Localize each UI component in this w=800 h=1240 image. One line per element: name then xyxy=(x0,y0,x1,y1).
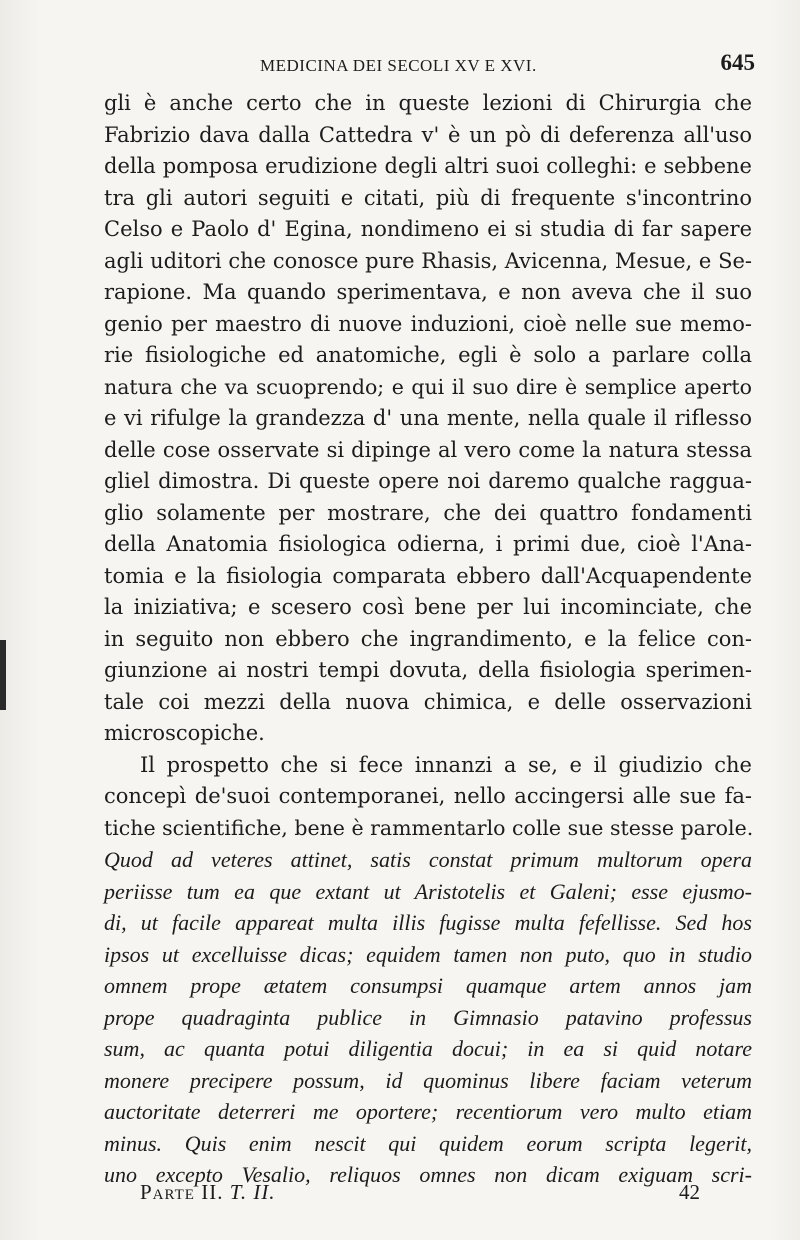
text-line: tale coi mezzi della nuova chimica, e delle osservazioni xyxy=(104,689,752,714)
running-title: MEDICINA DEI SECOLI XV E XVI. xyxy=(260,56,537,75)
volume-label: T. II. xyxy=(229,1180,276,1204)
text-line: la iniziativa; e scesero così bene per lui incominciate, che xyxy=(104,595,752,619)
text-line: Il prospetto che si fece innanzi a se, e il giudizio che xyxy=(140,752,752,777)
text-line: uno excepto Vesalio, reliquos omnes non dicam exiguam scri- xyxy=(104,1162,752,1187)
text-line: rie fisiologiche ed anatomiche, egli è solo a parlare colla xyxy=(104,343,752,367)
text-line: tiche scientifiche, bene è rammentarlo colle sue stesse parole. xyxy=(104,815,754,840)
text-line: ipsos ut excelluisse dicas; equidem tamen non puto, quo in studio xyxy=(104,941,752,967)
text-line: genio per maestro di nuove induzioni, cioè nelle sue memo- xyxy=(104,311,752,336)
text-line: gliel dimostra. Di queste opere noi daremo qualche ragguа- xyxy=(104,469,752,493)
text-line: omnem prope ætatem consumpsi quamque artem annos jam xyxy=(104,973,752,998)
text-line: delle cose osservate si dipinge al vero come la natura stessa xyxy=(104,437,752,462)
text-line: periisse tum ea que extant ut Aristotelis et Galeni; esse ejusmo- xyxy=(104,878,752,904)
text-line: della Anatomia fisiologica odierna, i primi due, cioè l'Ana- xyxy=(104,532,752,556)
text-line: microscopiche. xyxy=(104,721,265,745)
text-line: in seguito non ebbero che ingrandimento, e la felice con- xyxy=(104,626,752,651)
page-number: 645 xyxy=(720,50,755,75)
text-line: gli è anche certo che in queste lezioni di Chirurgia che xyxy=(104,91,752,115)
text-line: Celso e Paolo d' Egina, nondimeno ei si studia di far sapere xyxy=(104,217,752,241)
text-line: rapione. Ma quando sperimentava, e non aveva che il suo xyxy=(104,280,752,304)
page-header xyxy=(100,50,755,84)
text-line: monere precipere possum, id quominus libere faciam veterum xyxy=(104,1067,752,1093)
page-footer xyxy=(140,1180,700,1214)
text-line: minus. Quis enim nescit qui quidem eorum scripta legerit, xyxy=(104,1130,752,1156)
signature-mark xyxy=(140,1180,276,1205)
text-line: auctoritate deterreri me oportere; recentiorum vero multo etiam xyxy=(104,1099,752,1124)
part-label: Parte xyxy=(140,1180,195,1204)
page-edge-mark xyxy=(0,640,6,710)
text-line: tra gli autori seguiti e citati, più di frequente s'incontrino xyxy=(104,185,752,210)
text-line: Quod ad veteres attinet, satis constat primum multorum opera xyxy=(104,847,752,872)
text-line: della pomposa erudizione degli altri suoi colleghi: e sebbene xyxy=(104,154,752,178)
text-line: agli uditori che conosce pure Rhasis, Avicenna, Mesue, e Se- xyxy=(104,248,752,273)
text-line: prope quadraginta publice in Gimnasio patavino professus xyxy=(104,1004,752,1030)
text-line: giunzione ai nostri tempi dovuta, della fisiologia sperimen- xyxy=(104,658,752,682)
text-line: Fabrizio dava dalla Cattedra v' è un pò di deferenza all'uso xyxy=(104,122,752,147)
text-line: natura che va scuoprendo; e qui il suo dire è semplice aperto xyxy=(104,374,752,399)
text-line: di, ut facile appareat multa illis fugisse multa fefellisse. Sed hos xyxy=(104,910,752,935)
text-line: sum, ac quanta potui diligentia docui; in ea si quid notare xyxy=(104,1036,752,1061)
text-line: concepì de'suoi contemporanei, nello accingersi alle sue fa- xyxy=(104,784,752,808)
sheet-number: 42 xyxy=(679,1180,700,1204)
text-line: e vi rifulge la grandezza d' una mente, nella quale il riflesso xyxy=(104,406,752,430)
part-number: II. xyxy=(201,1180,224,1204)
text-line: tomia e la fisiologia comparata ebbero dall'Acquapendente xyxy=(104,563,752,588)
text-line: glio solamente per mostrare, che dei quattro fondamenti xyxy=(104,500,752,525)
body-text xyxy=(104,88,752,1191)
